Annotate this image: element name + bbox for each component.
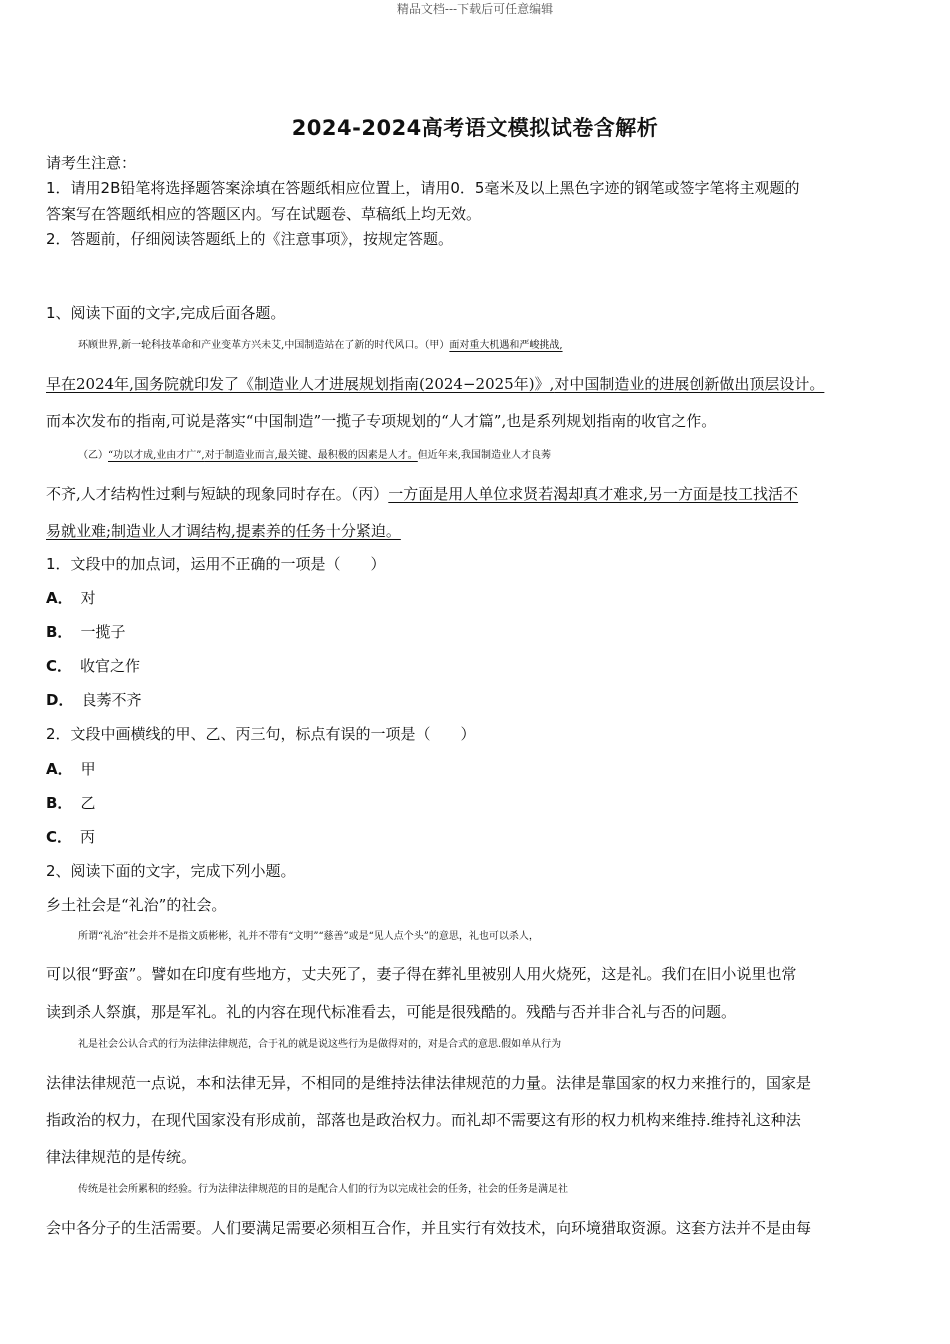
notice-item-1-line-1: 1．请用2B铅笔将选择题答案涂填在答题纸相应位置上，请用0．5毫米及以上黑色字迹的钢笔或签字笔将主观题的 (46, 179, 800, 197)
option-letter: B． (46, 794, 73, 812)
underlined-sentence-yi-cont: 对于制造业而言,最关键、最积极的因素是人才。 (204, 450, 418, 461)
passage-text: 但近年来,我国制造业人才良莠 (417, 450, 551, 461)
passage-line: 读到杀人祭旗，那是军礼。礼的内容在现代标准看去，可能是很残酷的。残酷与否并非合礼与否的问题。 (46, 1003, 737, 1021)
passage-line: 指政治的权力，在现代国家没有形成前，部落也是政治权力。而礼却不需要这有形的权力机构来维持.维持礼这种法 (46, 1111, 801, 1129)
passage-line: 法律法律规范一点说，本和法律无异，不相同的是维持法律法律规范的力量。法律是靠国家的权力来推行的，国家是 (46, 1074, 812, 1092)
question-1-option-d (46, 689, 906, 710)
question-1-option-b (46, 621, 906, 642)
option-letter: A． (46, 589, 73, 607)
option-text: 甲 (80, 760, 96, 778)
option-letter: D． (46, 691, 74, 709)
passage-line: 乡土社会是“礼治”的社会。 (46, 896, 227, 914)
passage-line: 会中各分子的生活需要。人们要满足需要必须相互合作，并且实行有效技术，向环境猎取资源。这套方法并不是由每 (46, 1219, 812, 1237)
underlined-sentence-yi: “功以才成,业由才广”, (108, 450, 205, 461)
passage-text: 不齐,人才结构性过剩与短缺的现象同时存在。（丙） (46, 485, 389, 503)
passage-2-line-3 (46, 520, 906, 541)
marker-yi: （乙） (78, 450, 108, 461)
passage-1-line-1 (46, 336, 938, 351)
page-title: 2024-2024高考语文模拟试卷含解析 (291, 116, 659, 140)
option-text: 对 (80, 589, 96, 607)
option-text: 收官之作 (80, 657, 141, 675)
option-letter: B． (46, 623, 73, 641)
passage-line: 传统是社会所累积的经验。行为法律法律规范的目的是配合人们的行为以完成社会的任务，社会的任务是满足社 (78, 1184, 568, 1195)
question-2-stem: 2．文段中画横线的甲、乙、丙三句，标点有误的一项是（ ） (46, 725, 476, 743)
question-2-option-a (46, 758, 906, 779)
question-2-option-c (46, 826, 906, 847)
underlined-sentence-jia-cont: 早在2024年,国务院就印发了《制造业人才进展规划指南(2024−2025年)》, (46, 375, 555, 393)
option-letter: A． (46, 760, 73, 778)
underlined-sentence-bing: 一方面是用人单位求贤若渴却真才难求,另一方面是技工找活不 (388, 485, 799, 503)
passage-line: 可以很“野蛮”。譬如在印度有些地方，丈夫死了，妻子得在葬礼里被别人用火烧死，这是礼。我们在旧小说里也常 (46, 965, 797, 983)
underlined-sentence-jia-end: 对中国制造业的进展创新做出顶层设计。 (554, 375, 825, 393)
underlined-sentence-bing-cont: 易就业难;制造业人才调结构,提素养的任务十分紧迫。 (46, 522, 401, 540)
passage-2-line-2 (46, 483, 906, 504)
passage-1-line-2 (46, 373, 906, 394)
notice-item-2: 2．答题前，仔细阅读答题纸上的《注意事项》，按规定答题。 (46, 230, 454, 248)
notice-heading: 请考生注意： (46, 154, 137, 172)
option-text: 乙 (80, 794, 96, 812)
passage-line: 所谓“礼治”社会并不是指文质彬彬，礼并不带有“文明”“慈善”或是“见人点个头”的意思，礼也可以杀人， (78, 931, 539, 942)
option-text: 丙 (80, 828, 96, 846)
question-1-stem: 1．文段中的加点词，运用不正确的一项是（ ） (46, 555, 386, 573)
question-1-option-c (46, 655, 906, 676)
notice-item-1-line-2: 答案写在答题纸相应的答题区内。写在试题卷、草稿纸上均无效。 (46, 205, 482, 223)
option-text: 良莠不齐 (81, 691, 142, 709)
option-letter: C． (46, 657, 73, 675)
underlined-sentence-jia: 面对重大机遇和严峻挑战, (449, 340, 563, 351)
passage-text: 环顾世界,新一轮科技革命和产业变革方兴未艾,中国制造站在了新的时代风口。（甲） (78, 340, 450, 351)
section-2-intro: 2、阅读下面的文字，完成下列小题。 (46, 862, 296, 880)
section-1-intro: 1、阅读下面的文字,完成后面各题。 (46, 304, 286, 322)
question-1-option-a (46, 587, 906, 608)
option-letter: C． (46, 828, 73, 846)
passage-line: 礼是社会公认合式的行为法律法律规范，合于礼的就是说这些行为是做得对的，对是合式的意思.假如单从行为 (78, 1039, 562, 1050)
page-header: 精品文档---下载后可任意编辑 (396, 2, 554, 16)
passage-line: 律法律规范的是传统。 (46, 1148, 197, 1166)
question-2-option-b (46, 792, 906, 813)
passage-1-line-3: 而本次发布的指南,可说是落实“中国制造”一揽子专项规划的“人才篇”,也是系列规划指南的收官之作。 (46, 412, 717, 430)
option-text: 一揽子 (80, 623, 126, 641)
passage-2-line-1 (46, 446, 938, 461)
